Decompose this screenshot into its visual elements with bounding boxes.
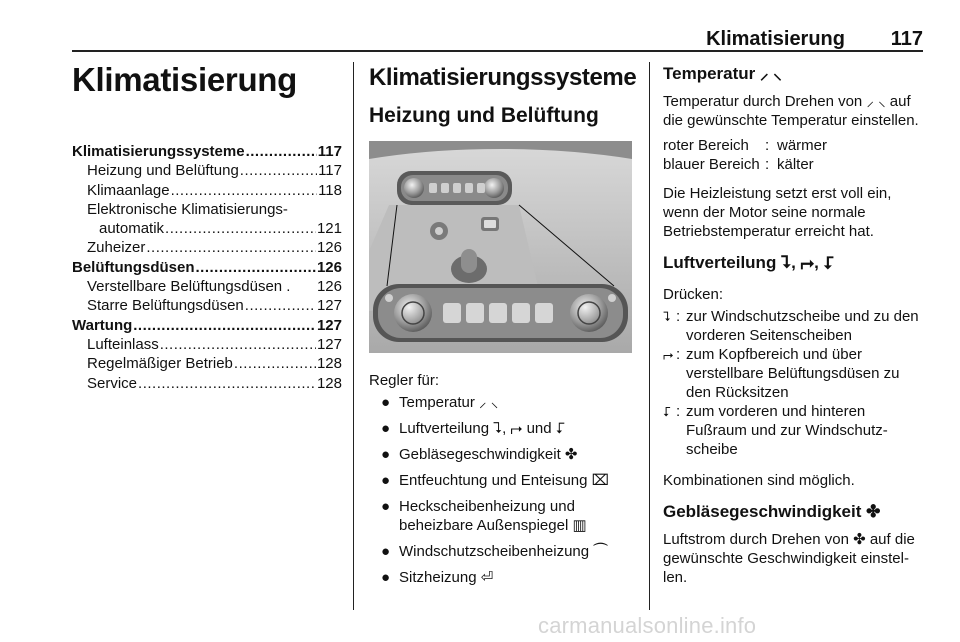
fan-speed-text: Luftstrom durch Drehen von ✤ auf die gewünschte Geschwindigkeit einstellen. <box>663 531 915 586</box>
air-distribution-heading: Luftverteilung ⮧, ⮣, ⮦ <box>663 253 834 272</box>
chapter-title: Klimatisierung <box>72 61 298 98</box>
toc-entry[interactable]: Klimaanlage ..... 118 <box>72 181 342 200</box>
running-header-title: Klimatisierung <box>706 28 845 50</box>
column-systems <box>369 62 637 587</box>
toc-entry[interactable]: Zuheizer ..... 126 <box>72 238 342 257</box>
table-of-contents <box>72 58 342 393</box>
column-divider-2 <box>649 62 650 610</box>
section-title: Klimatisierungssysteme <box>369 64 637 91</box>
subsection-title: Heizung und Belüftung <box>369 104 599 127</box>
page-header <box>0 0 960 50</box>
air-distribution-row: ⮦ : zum vorderen und hinteren Fußraum und zur Windschutzscheibe <box>663 403 888 458</box>
toc-entry[interactable]: Belüftungsdüsen ..... 126 <box>72 258 342 277</box>
controls-intro: Regler für: <box>369 372 440 389</box>
toc-entry[interactable]: Lufteinlass ..... 127 <box>72 335 342 354</box>
climate-panel-illustration <box>369 141 632 353</box>
bullet-item: ● Windschutzscheibenheizung ⏜ <box>381 543 608 560</box>
fan-speed-heading: Gebläsegeschwindigkeit ✤ <box>663 502 881 521</box>
climate-panel-svg <box>369 141 632 353</box>
column-controls-detail <box>663 62 928 587</box>
footwell-vent-icon: ⮦ <box>663 404 671 419</box>
toc-entry[interactable]: Verstellbare Belüftungsdüsen . 126 <box>87 278 342 296</box>
air-distribution-row: ⮣ : zum Kopfbereich und über verstellbare Belüftungsdüsen zu den Rücksitzen <box>663 346 900 401</box>
bullet-item: ● Temperatur ⸝ ⸜ <box>381 394 499 411</box>
bullet-item: ● Luftverteilung ⮧, ⮣ und ⮦ <box>381 420 565 437</box>
windscreen-vent-icon: ⮧ <box>663 309 671 324</box>
combinations-note: Kombinationen sind möglich. <box>663 472 855 489</box>
temperature-heading: Temperatur ⸝ ⸜ <box>663 64 782 83</box>
toc-entry[interactable]: Heizung und Belüftung ..... 117 <box>72 161 342 180</box>
toc-list <box>72 142 342 393</box>
head-vent-icon: ⮣ <box>663 347 674 362</box>
toc-entry[interactable]: Starre Belüftungsdüsen ..... 127 <box>72 296 342 315</box>
toc-entry[interactable]: Klimatisierungssysteme ..... 117 <box>72 142 342 161</box>
bullet-item: ● Heckscheibenheizung und beheizbare Außenspiegel ▥ <box>381 498 587 534</box>
press-label: Drücken: <box>663 286 724 303</box>
toc-entry[interactable]: Regelmäßiger Betrieb ..... 128 <box>72 354 342 373</box>
heating-note: Die Heizleistung setzt erst voll ein, wenn der Motor seine normale Betriebstemperatur erreicht hat. <box>663 185 892 240</box>
temperature-row: roter Bereich : wärmer <box>663 137 828 154</box>
temperature-table <box>663 136 928 174</box>
bullet-item: ● Gebläsegeschwindigkeit ✤ <box>381 446 578 463</box>
air-distribution-row: ⮧ : zur Windschutzscheibe und zu den vorderen Seitenscheiben <box>663 308 919 344</box>
column-divider-1 <box>353 62 354 610</box>
toc-entry[interactable]: Service ..... 128 <box>72 374 342 393</box>
page-number: 117 <box>890 28 923 50</box>
air-distribution-list <box>663 307 928 459</box>
bullet-item: ● Entfeuchtung und Enteisung ⌧ <box>381 472 609 489</box>
toc-entry[interactable]: Elektronische Klimatisierungs- <box>87 200 288 218</box>
toc-entry[interactable]: automatik ..... 121 <box>72 219 342 238</box>
header-rule <box>72 50 923 52</box>
watermark: carmanualsonline.info <box>538 613 757 638</box>
toc-entry[interactable]: Wartung ..... 127 <box>72 316 342 335</box>
temperature-text: Temperatur durch Drehen von ⸝ ⸜ auf die gewünschte Temperatur einstellen. <box>663 93 919 129</box>
temperature-row: blauer Bereich : kälter <box>663 156 814 173</box>
bullet-item: ● Sitzheizung ⏎ <box>381 569 494 586</box>
